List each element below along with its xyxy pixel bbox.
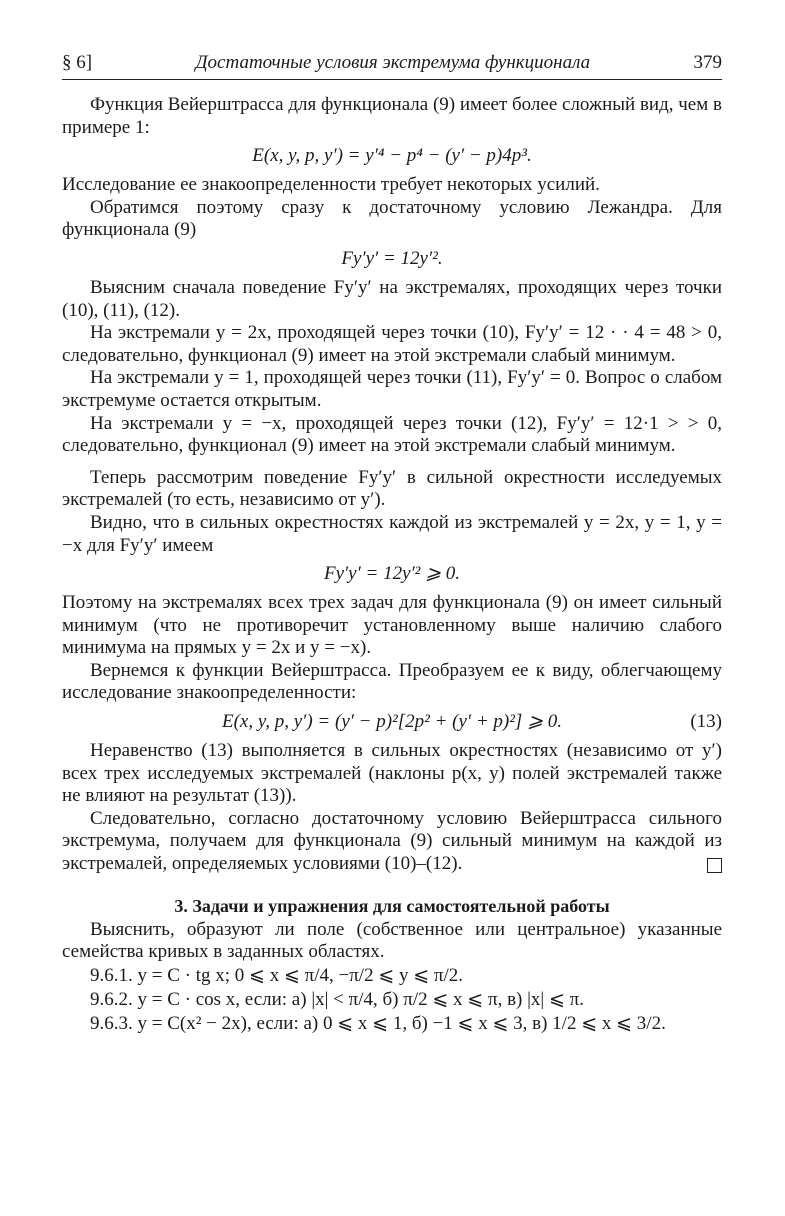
formula: Fy′y′ = 12y′². bbox=[341, 247, 443, 269]
running-header bbox=[62, 52, 722, 80]
paragraph: На экстремали y = −x, проходящей через точки (12), Fy′y′ = 12·1 > > 0, следовательно, функционал (9) имеет на этой экстремали слабый минимум. bbox=[62, 412, 722, 457]
paragraph: Теперь рассмотрим поведение Fy′y′ в сильной окрестности исследуемых экстремалей (то есть, независимо от y′). bbox=[62, 466, 722, 511]
paragraph: Неравенство (13) выполняется в сильных окрестностях (независимо от y′) всех трех исследуемых экстремалей (наклоны p(x, y) полей экстремалей также не влияют на результат (13)). bbox=[62, 740, 722, 807]
header-section: § 6] bbox=[62, 52, 93, 73]
page bbox=[62, 52, 722, 1036]
paragraph: Функция Вейерштрасса для функционала (9) имеет более сложный вид, чем в примере 1: bbox=[62, 94, 722, 138]
paragraph: Выясним сначала поведение Fy′y′ на экстремалях, проходящих через точки (10), (11), (12). bbox=[62, 276, 722, 321]
paragraph: Исследование ее знакоопределенности требует некоторых усилий. bbox=[62, 174, 600, 196]
paragraph bbox=[62, 808, 722, 876]
problem-item: 9.6.1. y = C · tg x; 0 ⩽ x ⩽ π/4, −π/2 ⩽ y ⩽ π/2. bbox=[90, 964, 464, 986]
qed-square-icon bbox=[707, 858, 722, 873]
section-intro: Выяснить, образуют ли поле (собственное или центральное) указанные семейства кривых в заданных областях. bbox=[62, 918, 722, 963]
paragraph: На экстремали y = 2x, проходящей через точки (10), Fy′y′ = 12 · · 4 = 48 > 0, следовательно, функционал (9) имеет на этой экстремали слабый минимум. bbox=[62, 322, 722, 366]
paragraph: Видно, что в сильных окрестностях каждой из экстремалей y = 2x, y = 1, y = −x для Fy′y′ имеем bbox=[62, 511, 722, 556]
paragraph: На экстремали y = 1, проходящей через точки (11), Fy′y′ = 0. Вопрос о слабом экстремуме остается открытым. bbox=[62, 367, 722, 411]
header-title: Достаточные условия экстремума функционала bbox=[195, 52, 591, 73]
paragraph: Поэтому на экстремалях всех трех задач для функционала (9) он имеет сильный минимум (что не противоречит установленному выше наличию слабого минимума на прямых y = 2x и y = −x). bbox=[62, 592, 722, 659]
formula: Fy′y′ = 12y′² ⩾ 0. bbox=[323, 563, 461, 585]
section-heading: 3. Задачи и упражнения для самостоятельной работы bbox=[174, 895, 610, 916]
formula-13 bbox=[62, 709, 722, 735]
paragraph: Вернемся к функции Вейерштрасса. Преобразуем ее к виду, облегчающему исследование знакоопределенности: bbox=[62, 659, 722, 704]
formula: E(x, y, p, y′) = y′⁴ − p⁴ − (y′ − p)4p³. bbox=[252, 145, 532, 167]
paragraph: Обратимся поэтому сразу к достаточному условию Лежандра. Для функционала (9) bbox=[62, 196, 722, 241]
page-number: 379 bbox=[693, 52, 722, 73]
paragraph-text: Следовательно, согласно достаточному условию Вейерштрасса сильного экстремума, получаем для функционала (9) сильный минимум на каждой из экстремалей, определяемых условиями (10)–(12). bbox=[62, 807, 722, 875]
problem-item: 9.6.3. y = C(x² − 2x), если: а) 0 ⩽ x ⩽ 1, б) −1 ⩽ x ⩽ 3, в) 1/2 ⩽ x ⩽ 3/2. bbox=[90, 1012, 666, 1034]
problem-item: 9.6.2. y = C · cos x, если: а) |x| < π/4, б) π/2 ⩽ x ⩽ π, в) |x| ⩽ π. bbox=[90, 988, 584, 1010]
equation-number: (13) bbox=[690, 711, 722, 733]
formula-text: E(x, y, p, y′) = (y′ − p)²[2p² + (y′ + p)²] ⩾ 0. bbox=[222, 711, 562, 733]
